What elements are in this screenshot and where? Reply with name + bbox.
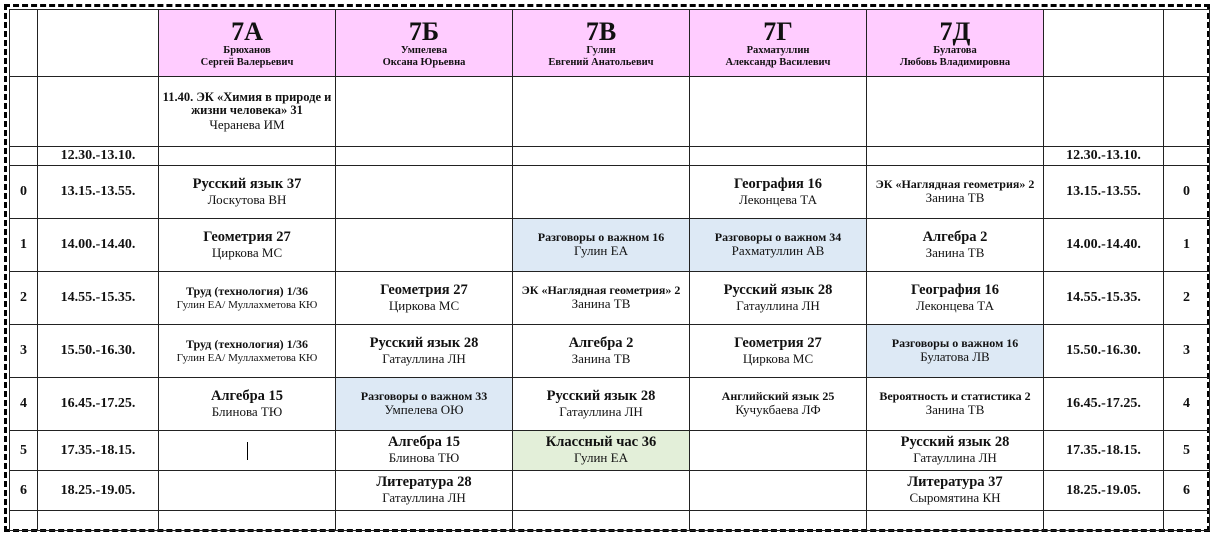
lesson-number-right: 6 [1164,471,1210,511]
empty-cell [159,147,336,166]
empty-cell[interactable] [159,431,336,471]
lesson-time-right: 17.35.-18.15. [1044,431,1164,471]
lesson-number: 3 [10,325,38,378]
lesson-row-0 [10,166,1210,219]
lesson-cell: ЭК «Наглядная геометрия» 2 Занина ТВ [513,272,690,325]
empty-cell [159,471,336,511]
lesson-time-right: 16.45.-17.25. [1044,378,1164,431]
lesson-cell: Русский язык 37 Лоскутова ВН [159,166,336,219]
empty-cell [513,147,690,166]
lesson-number: 1 [10,219,38,272]
empty-cell [10,147,38,166]
lesson-cell: Литература 28 Гатауллина ЛН [336,471,513,511]
lesson-cell: Труд (технология) 1/36 Гулин ЕА/ Муллахметова КЮ [159,325,336,378]
lesson-row-4 [10,378,1210,431]
lesson-cell: Труд (технология) 1/36 Гулин ЕА/ Муллахметова КЮ [159,272,336,325]
trailing-row [10,511,1210,531]
empty-cell [513,471,690,511]
text-cursor [247,442,248,460]
empty-cell [690,147,867,166]
lesson-number-right: 3 [1164,325,1210,378]
lesson-row-1 [10,219,1210,272]
empty-cell [38,511,159,531]
lesson-cell: Геометрия 27 Циркова МС [690,325,867,378]
empty-cell [867,147,1044,166]
lesson-cell: Алгебра 15 Блинова ТЮ [159,378,336,431]
lesson-row-6 [10,471,1210,511]
lesson-number-right: 1 [1164,219,1210,272]
lesson-number: 5 [10,431,38,471]
empty-cell [867,77,1044,147]
lesson-cell: Русский язык 28 Гатауллина ЛН [336,325,513,378]
lesson-cell: Русский язык 28 Гатауллина ЛН [867,431,1044,471]
empty-cell [336,219,513,272]
lesson-cell: Литература 37 Сыромятина КН [867,471,1044,511]
lesson-cell: Геометрия 27 Циркова МС [159,219,336,272]
empty-cell [690,77,867,147]
lesson-cell: Вероятность и статистика 2 Занина ТВ [867,378,1044,431]
empty-cell [1044,10,1164,77]
lesson-row-3 [10,325,1210,378]
lesson-cell: Алгебра 2 Занина ТВ [867,219,1044,272]
break-row [10,147,1210,166]
empty-cell [1164,77,1210,147]
empty-cell [336,147,513,166]
lesson-cell-class-hour: Классный час 36 Гулин ЕА [513,431,690,471]
lesson-time-right: 15.50.-16.30. [1044,325,1164,378]
lesson-cell-highlight: Разговоры о важном 33 Умпелева ОЮ [336,378,513,431]
lesson-time: 15.50.-16.30. [38,325,159,378]
lesson-row-2 [10,272,1210,325]
empty-cell [10,10,38,77]
lesson-time: 14.55.-15.35. [38,272,159,325]
lesson-number: 4 [10,378,38,431]
lesson-time-right: 14.00.-14.40. [1044,219,1164,272]
empty-cell [1044,511,1164,531]
lesson-cell-highlight: Разговоры о важном 34 Рахматуллин АВ [690,219,867,272]
lesson-time: 17.35.-18.15. [38,431,159,471]
lesson-cell: Русский язык 28 Гатауллина ЛН [690,272,867,325]
empty-cell [1164,147,1210,166]
empty-cell [38,77,159,147]
lesson-cell: 11.40. ЭК «Химия в природе и жизни человека» 31 Черанева ИМ [159,77,336,147]
empty-cell [1164,10,1210,77]
lesson-number-right: 5 [1164,431,1210,471]
lesson-cell: География 16 Леконцева ТА [690,166,867,219]
lesson-cell-highlight: Разговоры о важном 16 Гулин ЕА [513,219,690,272]
empty-cell [10,77,38,147]
empty-cell [10,511,38,531]
lesson-cell: География 16 Леконцева ТА [867,272,1044,325]
lesson-cell: Алгебра 15 Блинова ТЮ [336,431,513,471]
lesson-cell: ЭК «Наглядная геометрия» 2 Занина ТВ [867,166,1044,219]
lesson-number: 6 [10,471,38,511]
class-header-7v: 7В Гулин Евгений Анатольевич [513,10,690,77]
class-header-7d: 7Д Булатова Любовь Владимировна [867,10,1044,77]
schedule-table [9,9,1210,531]
lesson-cell: Геометрия 27 Циркова МС [336,272,513,325]
lesson-time-right: 13.15.-13.55. [1044,166,1164,219]
lesson-cell: Русский язык 28 Гатауллина ЛН [513,378,690,431]
empty-cell [38,10,159,77]
lesson-time: 18.25.-19.05. [38,471,159,511]
lesson-cell: Английский язык 25 Кучукбаева ЛФ [690,378,867,431]
lesson-number-right: 2 [1164,272,1210,325]
empty-cell [336,166,513,219]
lesson-row-5 [10,431,1210,471]
empty-cell [867,511,1044,531]
empty-cell [336,77,513,147]
lesson-time-right: 14.55.-15.35. [1044,272,1164,325]
lesson-time-right: 18.25.-19.05. [1044,471,1164,511]
break-time: 12.30.-13.10. [38,147,159,166]
lesson-number-right: 0 [1164,166,1210,219]
lesson-number: 2 [10,272,38,325]
empty-cell [336,511,513,531]
class-header-7g: 7Г Рахматуллин Александр Василевич [690,10,867,77]
extra-row [10,77,1210,147]
lesson-number: 0 [10,166,38,219]
empty-cell [690,471,867,511]
empty-cell [690,431,867,471]
lesson-cell-highlight: Разговоры о важном 16 Булатова ЛВ [867,325,1044,378]
lesson-time: 14.00.-14.40. [38,219,159,272]
lesson-number-right: 4 [1164,378,1210,431]
empty-cell [159,511,336,531]
empty-cell [1044,77,1164,147]
class-header-7b: 7Б Умпелева Оксана Юрьевна [336,10,513,77]
header-row [10,10,1210,77]
break-time-right: 12.30.-13.10. [1044,147,1164,166]
empty-cell [513,511,690,531]
empty-cell [513,166,690,219]
class-header-7a: 7А Брюханов Сергей Валерьевич [159,10,336,77]
empty-cell [690,511,867,531]
lesson-time: 16.45.-17.25. [38,378,159,431]
lesson-cell: Алгебра 2 Занина ТВ [513,325,690,378]
empty-cell [513,77,690,147]
lesson-time: 13.15.-13.55. [38,166,159,219]
empty-cell [1164,511,1210,531]
